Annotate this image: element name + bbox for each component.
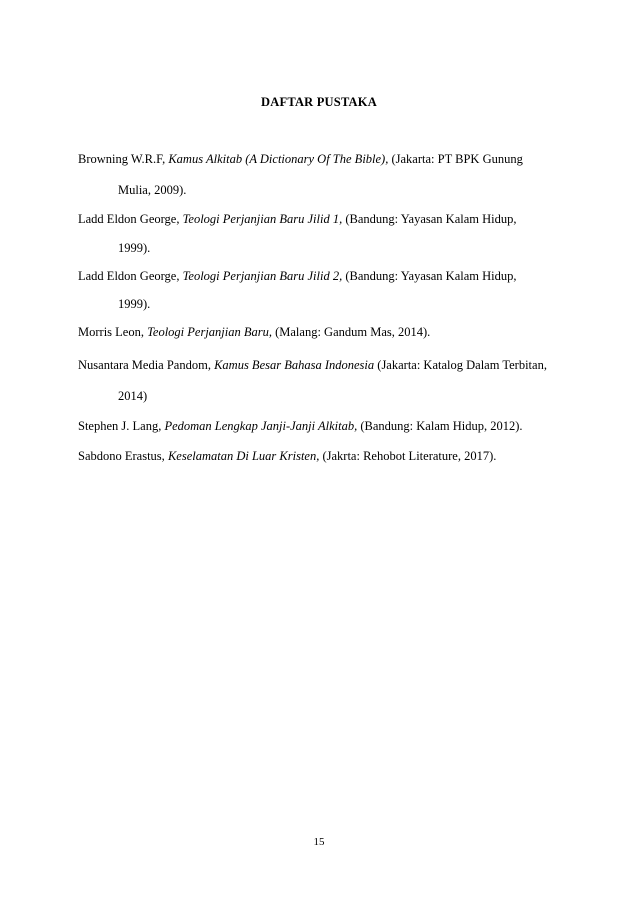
reference-publisher: (Bandung: Yayasan Kalam Hidup,	[342, 212, 517, 226]
reference-author: Ladd Eldon George,	[78, 269, 183, 283]
reference-author: Nusantara Media Pandom,	[78, 358, 215, 372]
reference-publisher: (Jakrta: Rehobot Literature, 2017).	[319, 449, 497, 463]
reference-publisher: (Jakarta: PT BPK Gunung	[388, 152, 523, 166]
reference-entry	[78, 269, 517, 283]
reference-author: Sabdono Erastus,	[78, 449, 168, 463]
reference-title: Kamus Alkitab (A Dictionary Of The Bible),	[168, 152, 389, 166]
reference-title: Kamus Besar Bahasa Indonesia	[214, 358, 375, 372]
reference-title: Teologi Perjanjian Baru Jilid 2,	[182, 269, 343, 283]
reference-author: Browning W.R.F,	[78, 152, 169, 166]
reference-author: Stephen J. Lang,	[78, 419, 165, 433]
reference-author: Ladd Eldon George,	[78, 212, 183, 226]
reference-entry	[78, 449, 496, 463]
reference-publisher: (Bandung: Yayasan Kalam Hidup,	[342, 269, 517, 283]
reference-title: Pedoman Lengkap Janji-Janji Alkitab,	[164, 419, 358, 433]
reference-continuation: 2014)	[118, 389, 148, 403]
reference-publisher: (Bandung: Kalam Hidup, 2012).	[357, 419, 523, 433]
reference-publisher: (Jakarta: Katalog Dalam Terbitan,	[374, 358, 547, 372]
reference-entry	[78, 358, 547, 372]
page-title: DAFTAR PUSTAKA	[261, 95, 377, 109]
reference-author: Morris Leon,	[78, 325, 148, 339]
reference-entry	[78, 325, 430, 339]
reference-title: Teologi Perjanjian Baru,	[147, 325, 272, 339]
reference-entry	[78, 212, 517, 226]
reference-continuation: 1999).	[118, 297, 151, 311]
reference-publisher: (Malang: Gandum Mas, 2014).	[271, 325, 431, 339]
reference-continuation: 1999).	[118, 241, 151, 255]
reference-entry	[78, 419, 523, 433]
reference-entry	[78, 152, 523, 166]
reference-title: Keselamatan Di Luar Kristen,	[167, 449, 320, 463]
reference-continuation: Mulia, 2009).	[118, 183, 187, 197]
reference-title: Teologi Perjanjian Baru Jilid 1,	[182, 212, 343, 226]
page-number: 15	[313, 836, 325, 848]
